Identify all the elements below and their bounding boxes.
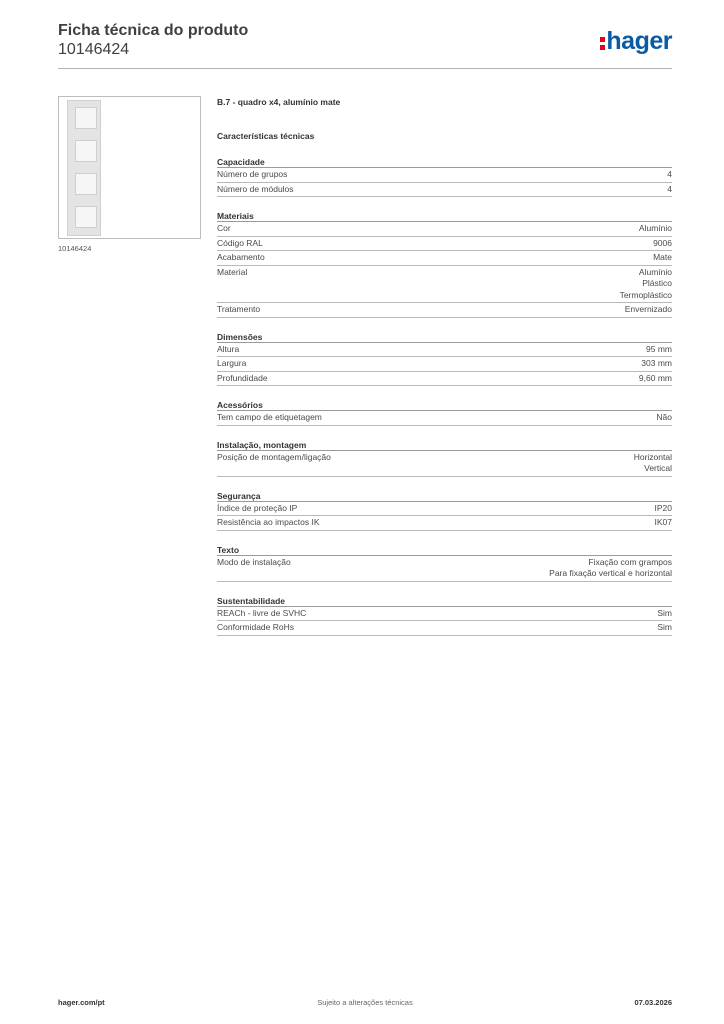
header-divider — [58, 68, 672, 69]
page-footer — [58, 998, 672, 1010]
section-title: Texto — [217, 544, 672, 556]
spec-label: Profundidade — [217, 372, 268, 383]
section-title: Instalação, montagem — [217, 439, 672, 451]
product-code: 10146424 — [58, 41, 130, 58]
spec-value — [549, 557, 672, 580]
spec-value: Sim — [657, 622, 672, 632]
product-name: B.7 - quadro x4, alumínio mate — [217, 97, 341, 107]
section-title: Capacidade — [217, 156, 672, 168]
section-title: Dimensões — [217, 331, 672, 343]
spec-row — [217, 251, 672, 266]
spec-section — [217, 544, 672, 582]
spec-row — [217, 372, 672, 387]
footer-website-link[interactable]: hager.com/pt — [58, 998, 105, 1007]
spec-value-line: Termoplástico — [619, 289, 672, 300]
spec-label: Acabamento — [217, 252, 265, 262]
spec-value: Sim — [657, 607, 672, 618]
section-title: Sustentabilidade — [217, 595, 672, 607]
spec-value: IP20 — [654, 502, 672, 513]
spec-section — [217, 399, 672, 426]
spec-label: Número de grupos — [217, 169, 288, 179]
spec-section — [217, 210, 672, 318]
spec-row — [217, 168, 672, 183]
spec-value-line: Horizontal — [633, 451, 672, 462]
spec-row — [217, 357, 672, 372]
spec-row — [217, 343, 672, 358]
spec-row — [217, 621, 672, 636]
spec-section — [217, 439, 672, 477]
spec-value — [620, 267, 672, 302]
spec-row — [217, 607, 672, 622]
spec-label: Número de módulos — [217, 183, 294, 194]
logo-dots-icon — [600, 33, 605, 51]
spec-label: Altura — [217, 343, 240, 354]
spec-row — [217, 451, 672, 477]
spec-label: Código RAL — [217, 237, 263, 248]
module-slot — [75, 140, 97, 162]
spec-label: Resistência ao impactos IK — [217, 517, 320, 527]
logo-text: hager — [606, 27, 672, 55]
spec-value: Mate — [653, 252, 672, 262]
specifications — [217, 96, 672, 636]
section-title: Segurança — [217, 490, 672, 502]
spec-value: Não — [656, 412, 672, 422]
footer-date: 07.03.2026 — [634, 998, 672, 1007]
spec-row — [217, 237, 672, 252]
module-slot — [75, 173, 97, 195]
spec-row — [217, 516, 672, 531]
spec-value: 4 — [667, 183, 672, 194]
footer-notice: Sujeito a alterações técnicas — [317, 998, 413, 1007]
spec-value: 9,60 mm — [638, 372, 672, 383]
spec-row — [217, 502, 672, 517]
spec-label: Índice de proteção IP — [217, 502, 298, 513]
spec-value: 303 mm — [641, 358, 672, 368]
spec-row — [217, 411, 672, 426]
document-title: Ficha técnica do produto — [58, 22, 249, 39]
technical-characteristics-heading: Características técnicas — [217, 131, 315, 141]
spec-label: Largura — [217, 358, 247, 368]
spec-label: Tratamento — [217, 304, 261, 314]
spec-value: 4 — [667, 169, 672, 179]
spec-value: Alumínio — [638, 223, 672, 233]
spec-row — [217, 222, 672, 237]
hager-logo — [600, 28, 672, 54]
spec-value — [634, 452, 672, 475]
spec-label: Modo de instalação — [217, 556, 291, 567]
image-caption: 10146424 — [58, 244, 92, 253]
spec-section — [217, 490, 672, 531]
frame-plate-icon — [67, 100, 101, 236]
spec-row — [217, 556, 672, 582]
spec-section — [217, 595, 672, 636]
spec-value: 95 mm — [646, 343, 672, 354]
spec-value-line: Alumínio — [638, 266, 672, 277]
spec-value-line: Plástico — [642, 278, 672, 288]
spec-label: Conformidade RoHs — [217, 622, 295, 632]
module-slot — [75, 206, 97, 228]
spec-value: 9006 — [653, 237, 672, 248]
spec-value-line: Fixação com grampos — [588, 556, 672, 567]
spec-label: Tem campo de etiquetagem — [217, 412, 322, 422]
spec-section — [217, 156, 672, 197]
module-slot — [75, 107, 97, 129]
spec-section — [217, 331, 672, 387]
spec-sections — [217, 156, 672, 636]
section-title: Acessórios — [217, 399, 672, 411]
spec-label: Cor — [217, 223, 231, 233]
spec-value-line: Para fixação vertical e horizontal — [549, 568, 672, 578]
spec-value-line: Vertical — [644, 463, 672, 473]
spec-value: Envernizado — [624, 304, 672, 314]
spec-row — [217, 303, 672, 318]
spec-label: REACh - livre de SVHC — [217, 607, 307, 618]
product-image — [58, 96, 201, 239]
spec-value: IK07 — [654, 517, 672, 527]
page-header — [58, 22, 672, 70]
spec-row — [217, 266, 672, 304]
spec-label: Material — [217, 266, 248, 277]
spec-label: Posição de montagem/ligação — [217, 451, 331, 462]
section-title: Materiais — [217, 210, 672, 222]
spec-row — [217, 183, 672, 198]
